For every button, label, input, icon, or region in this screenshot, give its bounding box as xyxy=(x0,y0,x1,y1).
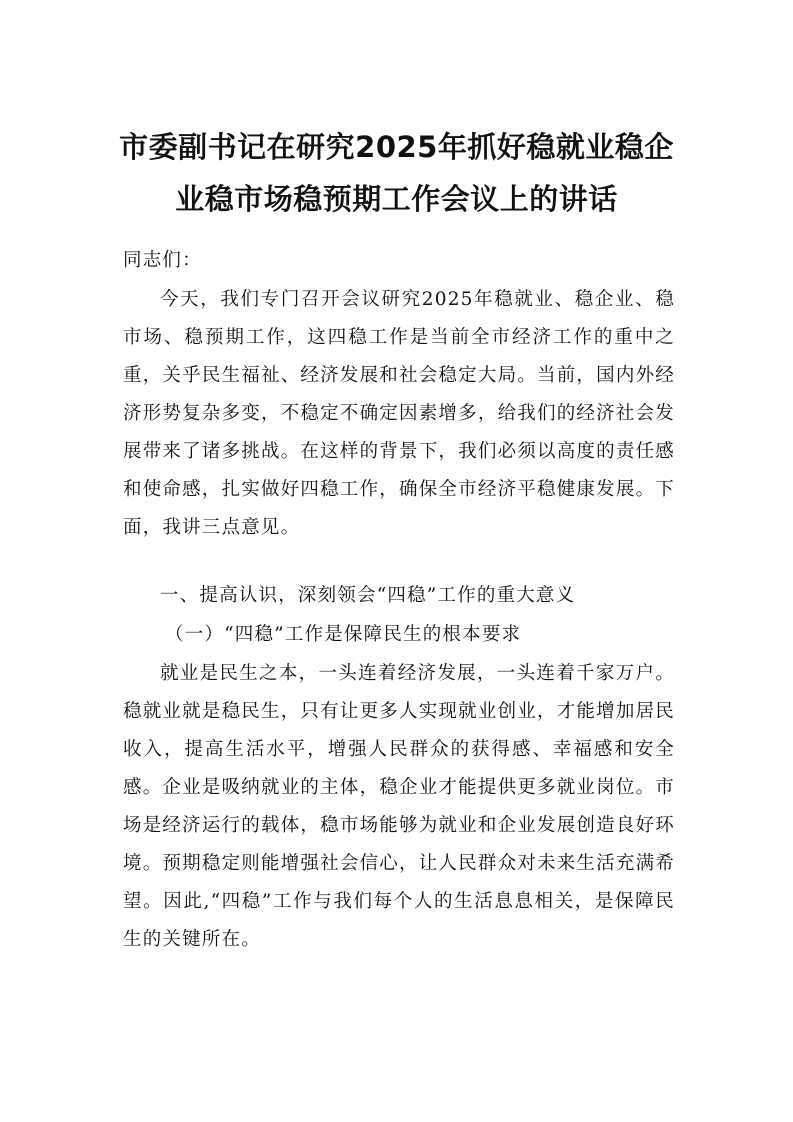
paragraph-livelihood: 就业是民生之本，一头连着经济发展，一头连着千家万户。稳就业就是稳民生，只有让更多人实现就业创业，才能增加居民收入，提高生活水平，增强人民群众的获得感、幸福感和安全感。企业是吸纳就业的主体，稳企业才能提供更多就业岗位。市场是经济运行的载体，稳市场能够为就业和企业发展创造良好环境。预期稳定则能增强社会信心，让人民群众对未来生活充满希望。因此,“四稳”工作与我们每个人的生活息息相关，是保障民生的关键所在。 xyxy=(123,663,675,950)
paragraph-opening: 今天，我们专门召开会议研究2025年稳就业、稳企业、稳市场、稳预期工作，这四稳工作是当前全市经济工作的重中之重，关乎民生福祉、经济发展和社会稳定大局。当前，国内外经济形势复杂多变，不稳定不确定因素增多，给我们的经济社会发展带来了诸多挑战。在这样的背景下，我们必须以高度的责任感和使命感，扎实做好四稳工作，确保全市经济平稳健康发展。下面，我讲三点意见。 xyxy=(123,289,675,538)
greeting: 同志们： xyxy=(123,250,202,271)
document-title-line-1: 市委副书记在研究2025年抓好稳就业稳企 xyxy=(119,130,674,164)
subsection-heading-1-1: （一）“四稳”工作是保障民生的根本要求 xyxy=(165,624,522,645)
document-title-line-2: 业稳市场稳预期工作会议上的讲话 xyxy=(175,182,618,216)
section-heading-1: 一、提高认识，深刻领会“四稳”工作的重大意义 xyxy=(160,585,576,606)
